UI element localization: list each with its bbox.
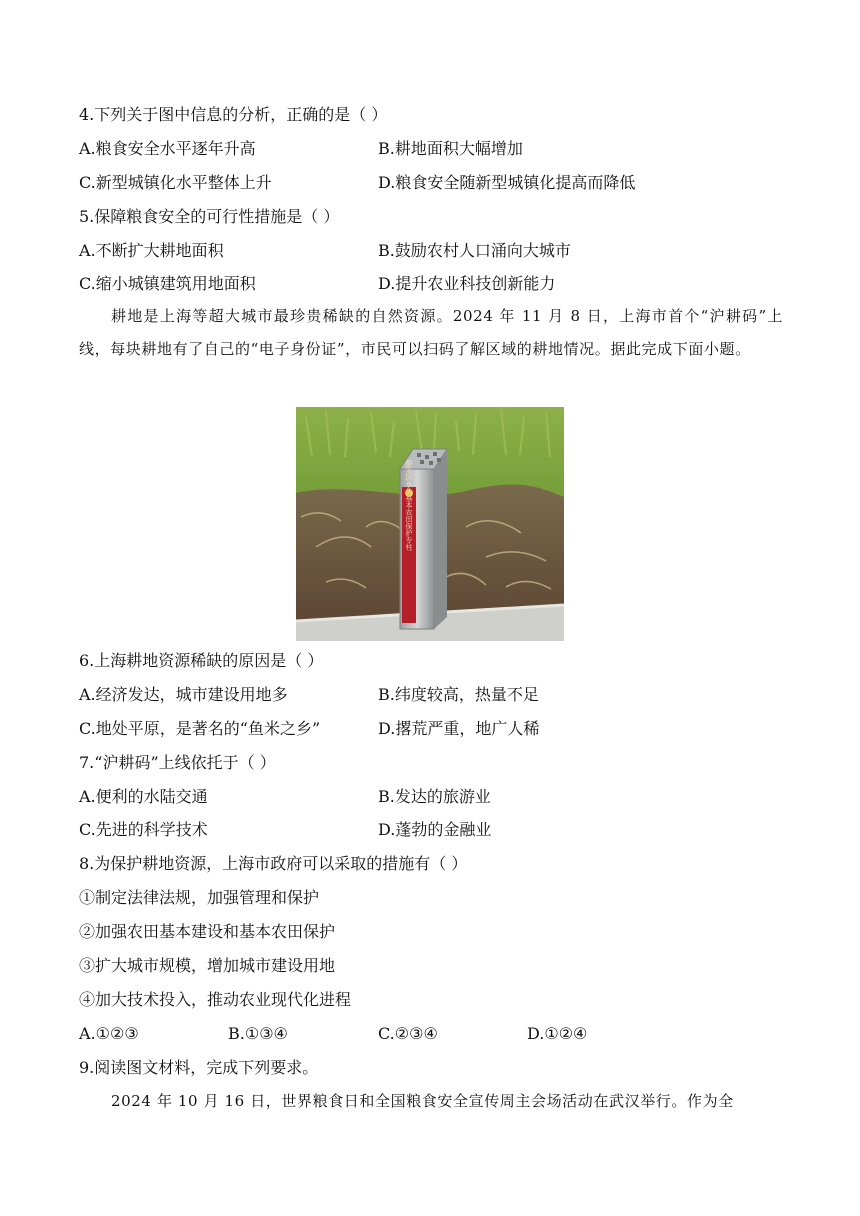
q4-option-c: C.新型城镇化水平整体上升	[79, 173, 272, 192]
q7-stem: 7.“沪耕码”上线依托于（ ）	[79, 753, 276, 772]
q5-option-a: A.不断扩大耕地面积	[79, 241, 224, 260]
q5-option-d: D.提升农业科技创新能力	[378, 274, 556, 293]
q8-option-d: D.①②④	[527, 1024, 588, 1043]
q8-item-3: ③扩大城市规模，增加城市建设用地	[79, 956, 336, 975]
q7-option-a: A.便利的水陆交通	[79, 787, 208, 806]
q5-option-b: B.鼓励农村人口涌向大城市	[378, 241, 571, 260]
q8-stem: 8.为保护耕地资源，上海市政府可以采取的措施有（ ）	[79, 854, 468, 873]
q6-option-c: C.地处平原，是著名的“鱼米之乡”	[79, 719, 321, 738]
q7-option-b: B.发达的旅游业	[378, 787, 491, 806]
q8-item-4: ④加大技术投入，推动农业现代化进程	[79, 990, 352, 1009]
q8-option-c: C.②③④	[378, 1024, 438, 1043]
q7-option-d: D.蓬勃的金融业	[378, 820, 492, 839]
marker-text: 静安区永久基本农田保护专柱	[405, 459, 413, 551]
q4-option-b: B.耕地面积大幅增加	[378, 139, 523, 158]
passage-hugengma: 耕地是上海等超大城市最珍贵稀缺的自然资源。2024 年 11 月 8 日，上海市首个“沪耕码”上线，每块耕地有了自己的“电子身份证”，市民可以扫码了解区域的耕地情况。据此完成下面小题。	[79, 307, 783, 358]
q8-item-1: ①制定法律法规，加强管理和保护	[79, 888, 320, 907]
q8-option-a: A.①②③	[79, 1024, 139, 1043]
q5-stem: 5.保障粮食安全的可行性措施是（ ）	[79, 207, 340, 226]
q8-option-b: B.①③④	[228, 1024, 288, 1043]
q6-option-d: D.撂荒严重，地广人稀	[378, 719, 540, 738]
q5-option-c: C.缩小城镇建筑用地面积	[79, 274, 256, 293]
q6-option-b: B.纬度较高，热量不足	[378, 685, 539, 704]
q4-option-d: D.粮食安全随新型城镇化提高而降低	[378, 173, 636, 192]
q9-passage: 2024 年 10 月 16 日，世界粮食日和全国粮食安全宣传周主会场活动在武汉举行。作为全	[111, 1092, 734, 1110]
q4-stem: 4.下列关于图中信息的分析，正确的是（ ）	[79, 105, 388, 124]
q7-option-c: C.先进的科学技术	[79, 820, 208, 839]
q6-option-a: A.经济发达，城市建设用地多	[79, 685, 288, 704]
q9-stem: 9.阅读图文材料，完成下列要求。	[79, 1058, 319, 1077]
q4-option-a: A.粮食安全水平逐年升高	[79, 139, 256, 158]
q6-stem: 6.上海耕地资源稀缺的原因是（ ）	[79, 651, 324, 670]
q8-item-2: ②加强农田基本建设和基本农田保护	[79, 922, 336, 941]
farmland-marker-photo	[296, 407, 564, 641]
